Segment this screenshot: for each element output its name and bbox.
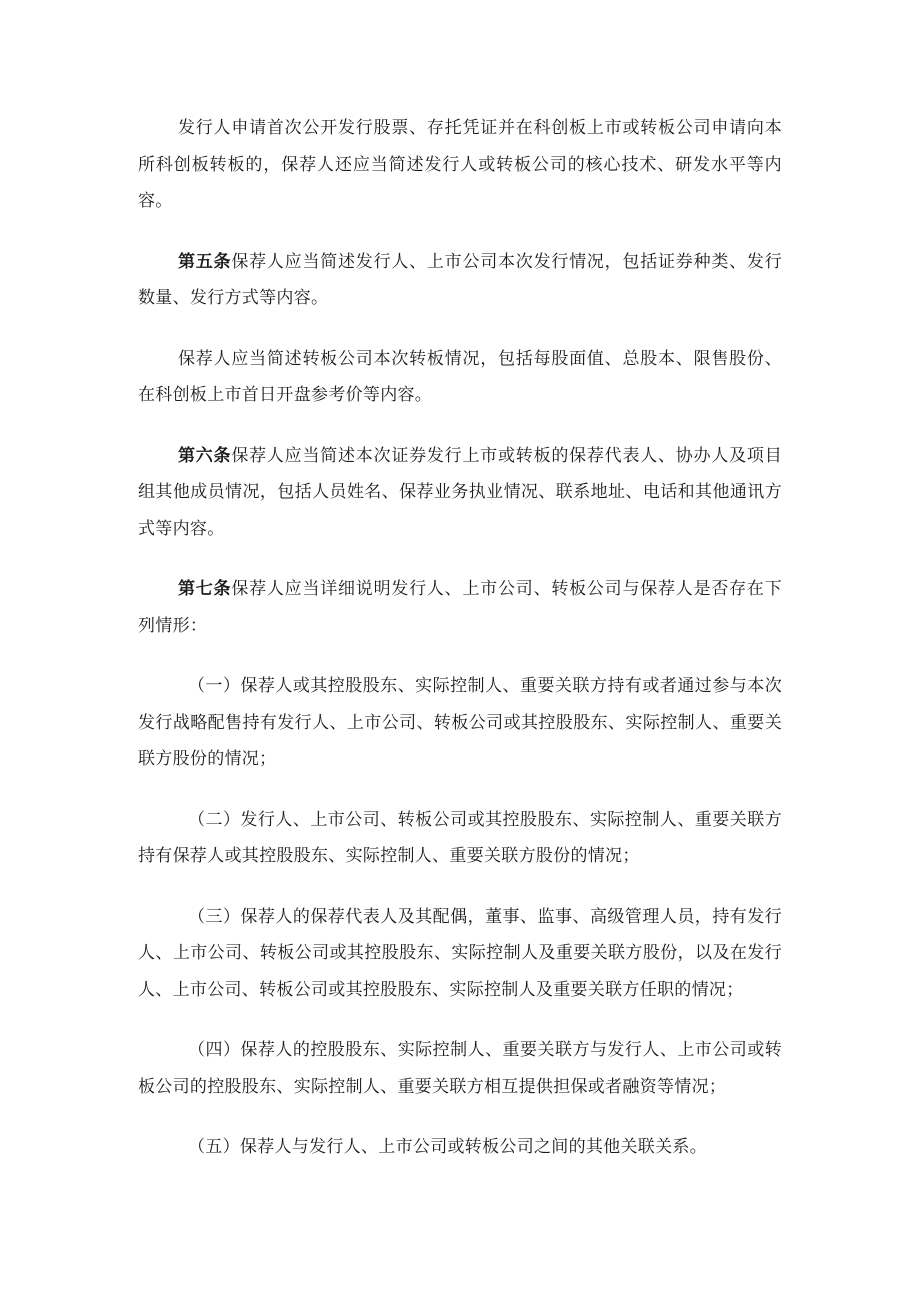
article-5 (138, 244, 782, 317)
paragraph-star-market-core-tech (138, 110, 782, 220)
article-heading: 第五条 (178, 251, 232, 272)
paragraph-text: （五）保荐人与发行人、上市公司或转板公司之间的其他关联关系。 (188, 1137, 707, 1157)
list-item-4 (138, 1032, 782, 1105)
list-item-3 (138, 899, 782, 1009)
paragraph-text: 保荐人应当简述发行人、上市公司本次发行情况，包括证券种类、发行数量、发行方式等内容。 (138, 251, 782, 308)
paragraph-text: 保荐人应当简述转板公司本次转板情况，包括每股面值、总股本、限售股份、在科创板上市首日开盘参考价等内容。 (138, 348, 782, 405)
article-7 (138, 571, 782, 644)
list-item-1 (138, 668, 782, 778)
article-6 (138, 438, 782, 548)
article-heading: 第七条 (178, 579, 232, 599)
paragraph-text: 保荐人应当详细说明发行人、上市公司、转板公司与保荐人是否存在下列情形： (138, 579, 782, 636)
paragraph-text: 保荐人应当简述本次证券发行上市或转板的保荐代表人、协办人及项目组其他成员情况，包括人员姓名、保荐业务执业情况、联系地址、电话和其他通讯方式等内容。 (138, 445, 782, 539)
paragraph-text: （二）发行人、上市公司、转板公司或其控股股东、实际控制人、重要关联方持有保荐人或其控股股东、实际控制人、重要关联方股份的情况； (138, 809, 782, 866)
article-heading: 第六条 (178, 445, 232, 466)
paragraph-text: 发行人申请首次公开发行股票、存托凭证并在科创板上市或转板公司申请向本所科创板转板的，保荐人还应当简述发行人或转板公司的核心技术、研发水平等内容。 (138, 118, 782, 211)
list-item-5 (138, 1129, 782, 1166)
paragraph-text: （一）保荐人或其控股股东、实际控制人、重要关联方持有或者通过参与本次发行战略配售持有发行人、上市公司、转板公司或其控股股东、实际控制人、重要关联方股份的情况； (138, 676, 782, 769)
paragraph-text: （四）保荐人的控股股东、实际控制人、重要关联方与发行人、上市公司或转板公司的控股股东、实际控制人、重要关联方相互提供担保或者融资等情况； (138, 1040, 782, 1097)
paragraph-transfer-situation (138, 341, 782, 414)
paragraph-text: （三）保荐人的保荐代表人及其配偶，董事、监事、高级管理人员，持有发行人、上市公司、转板公司或其控股股东、实际控制人及重要关联方股份，以及在发行人、上市公司、转板公司或其控股股东、实际控制人及重要关联方任职的情况； (138, 906, 782, 1000)
list-item-2 (138, 802, 782, 875)
